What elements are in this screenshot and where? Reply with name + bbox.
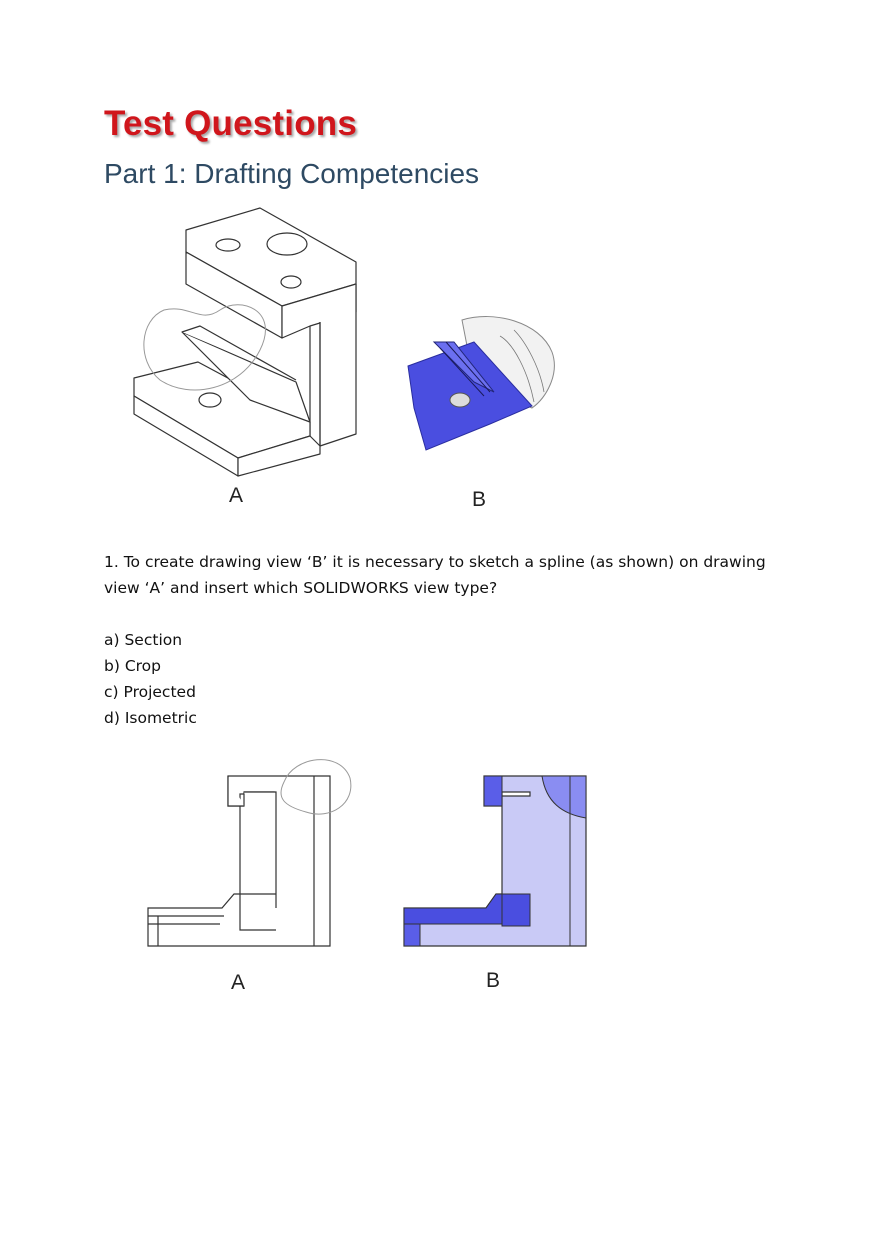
- option-c[interactable]: c) Projected: [104, 683, 196, 701]
- figure2-view-a: [144, 754, 354, 950]
- answer-options: [104, 627, 197, 731]
- figure1-label-b: B: [472, 488, 487, 511]
- figure1-label-a: A: [229, 484, 244, 507]
- option-b[interactable]: b) Crop: [104, 657, 161, 675]
- figure2-label-b: B: [486, 969, 501, 992]
- page-subtitle: Part 1: Drafting Competencies: [104, 158, 480, 189]
- question-1-text: 1. To create drawing view ‘B’ it is necessary to sketch a spline (as shown) on drawing view ‘A’ and insert which SOLIDWORKS view type?: [104, 553, 766, 597]
- figure1-view-a: [120, 200, 370, 480]
- page-title: Test Questions: [104, 104, 358, 143]
- option-d[interactable]: d) Isometric: [104, 709, 197, 727]
- figure1-view-b: [404, 312, 564, 454]
- figure2-view-b: [402, 774, 592, 950]
- option-a[interactable]: a) Section: [104, 631, 183, 649]
- figure2-label-a: A: [231, 971, 246, 994]
